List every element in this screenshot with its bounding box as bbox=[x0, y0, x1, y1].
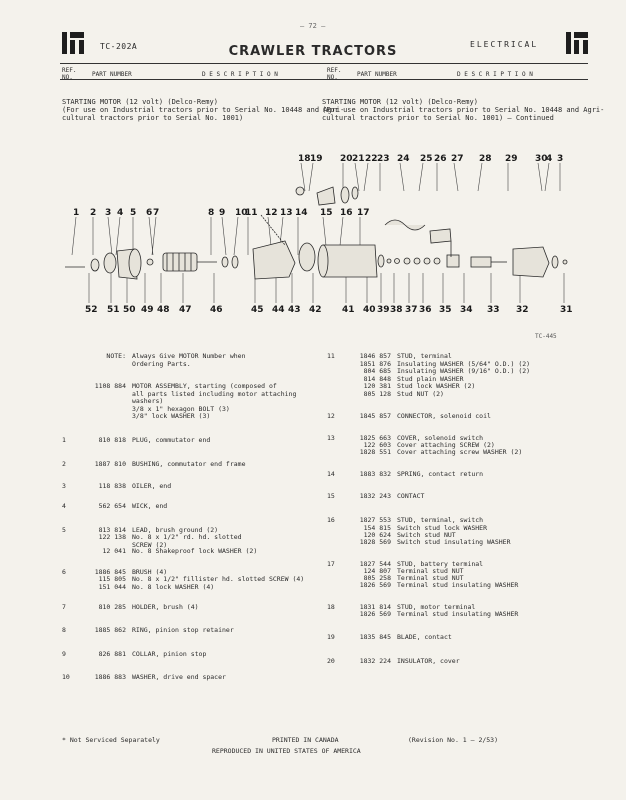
leader-line bbox=[364, 163, 368, 191]
header-rule-bottom bbox=[60, 79, 588, 80]
description-line: STUD, battery terminal bbox=[397, 560, 484, 568]
callout-label: 3 bbox=[105, 208, 112, 218]
part-number: 1827 544 bbox=[359, 560, 391, 568]
part-number: 1832 224 bbox=[359, 657, 391, 665]
description-line: 3/8 x 1" hexagon BOLT (3) bbox=[132, 404, 230, 413]
ref-number: 8 bbox=[62, 626, 66, 634]
footer-reproduced: REPRODUCED IN UNITED STATES OF AMERICA bbox=[212, 747, 361, 755]
leader-line bbox=[234, 217, 238, 255]
part-description bbox=[397, 449, 607, 457]
description-line: Insulating WASHER (5/64" O.D.) (2) bbox=[397, 360, 531, 368]
callout-label: 47 bbox=[179, 305, 192, 315]
callout-label: 31 bbox=[560, 305, 573, 315]
callout-label: 37 bbox=[405, 305, 418, 315]
part-description bbox=[132, 584, 342, 592]
callout-label: 17 bbox=[357, 208, 370, 218]
ref-number: 16 bbox=[327, 516, 335, 524]
ref-number: 14 bbox=[327, 470, 335, 478]
callout-label: 27 bbox=[451, 154, 464, 164]
callout-label: 8 bbox=[208, 208, 215, 218]
part-number: 1846 857 bbox=[359, 352, 391, 360]
part-number: 124 807 bbox=[363, 567, 391, 575]
ref-number: 7 bbox=[62, 603, 66, 611]
ref-number: 17 bbox=[327, 560, 335, 568]
part-description bbox=[132, 548, 342, 556]
part-description bbox=[397, 391, 607, 399]
callout-label: 4 bbox=[117, 208, 124, 218]
callout-label: 26 bbox=[434, 154, 447, 164]
callout-label: 35 bbox=[439, 305, 452, 315]
callout-label: 28 bbox=[479, 154, 492, 164]
leader-line bbox=[400, 163, 404, 191]
ref-header: REF. NO. bbox=[62, 67, 77, 81]
ref-number: 2 bbox=[62, 460, 66, 468]
callout-label: 4 bbox=[546, 154, 553, 164]
section-name: ELECTRICAL bbox=[470, 40, 539, 49]
description-line: Switch stud insulating WASHER bbox=[397, 538, 511, 546]
leader-lines bbox=[72, 163, 564, 303]
ref-number: 12 bbox=[327, 412, 335, 420]
part-description bbox=[132, 461, 342, 469]
description-line: Cover attaching screw WASHER (2) bbox=[397, 448, 523, 456]
model-number: TC-202A bbox=[100, 42, 138, 51]
ref-number: 10 bbox=[62, 673, 70, 681]
description-line: COLLAR, pinion stop bbox=[132, 650, 207, 658]
callout-label: 14 bbox=[295, 208, 308, 218]
description-header: D E S C R I P T I O N bbox=[457, 71, 533, 78]
callout-label: 5 bbox=[130, 208, 137, 218]
leader-line bbox=[478, 163, 482, 191]
callout-label: 10 bbox=[235, 208, 248, 218]
description-line: Terminal stud insulating WASHER bbox=[397, 581, 519, 589]
description-line: Switch stud NUT bbox=[397, 531, 456, 539]
callout-label: 34 bbox=[460, 305, 473, 315]
description-line: Terminal stud insulating WASHER bbox=[397, 610, 519, 618]
part-description bbox=[132, 503, 342, 511]
part-number: 814 848 bbox=[363, 375, 391, 383]
part-number: 1825 663 bbox=[359, 434, 391, 442]
ref-number: 1 bbox=[62, 436, 66, 444]
callout-label: 30 bbox=[535, 154, 548, 164]
callout-label: 46 bbox=[210, 305, 223, 315]
part-number: 120 624 bbox=[363, 531, 391, 539]
callout-label: 11 bbox=[245, 208, 258, 218]
ref-number: 5 bbox=[62, 526, 66, 534]
footer-note: * Not Serviced Separately bbox=[62, 736, 160, 744]
part-number: 151 044 bbox=[98, 583, 126, 591]
header-rule-top bbox=[60, 63, 588, 64]
part-description bbox=[132, 627, 342, 635]
callout-label: 12 bbox=[265, 208, 278, 218]
leader-line bbox=[545, 163, 549, 191]
callout-label: 7 bbox=[153, 208, 160, 218]
description-line: INSULATOR, cover bbox=[397, 657, 460, 665]
part-description bbox=[132, 651, 342, 659]
part-number: 1832 243 bbox=[359, 492, 391, 500]
ref-number: 19 bbox=[327, 633, 335, 641]
part-number: 1108 884 bbox=[94, 382, 126, 390]
callout-label: 43 bbox=[288, 305, 301, 315]
callout-label: 23 bbox=[377, 154, 390, 164]
description-line: WASHER, drive end spacer bbox=[132, 673, 226, 681]
intro-right: STARTING MOTOR (12 volt) (Delco-Remy) (For use on Industrial tractors prior to Serial No. 10448 and Agri- cultural tractors prior to Serial No. 1001) — Continued bbox=[322, 98, 605, 122]
description-line: RING, pinion stop retainer bbox=[132, 626, 234, 634]
part-description bbox=[132, 434, 342, 445]
callout-label: 9 bbox=[219, 208, 226, 218]
intro-left: STARTING MOTOR (12 volt) (Delco-Remy) (For use on Industrial tractors prior to Serial No. 10448 and Agri- cultural tractors prior to Serial No. 1001) bbox=[62, 98, 345, 122]
leader-line bbox=[152, 217, 156, 255]
part-number: 1826 569 bbox=[359, 581, 391, 589]
callout-label: 45 bbox=[251, 305, 264, 315]
description-line: BLADE, contact bbox=[397, 633, 452, 641]
part-number: 1886 883 bbox=[94, 673, 126, 681]
description-line: PLUG, commutator end bbox=[132, 436, 211, 444]
ref-number: 9 bbox=[62, 650, 66, 658]
part-description bbox=[132, 483, 342, 491]
description-line: OILER, end bbox=[132, 482, 172, 490]
callout-label: 22 bbox=[365, 154, 378, 164]
part-number: 1828 551 bbox=[359, 448, 391, 456]
leader-line bbox=[538, 163, 542, 191]
part-description bbox=[397, 413, 607, 421]
ref-number: 13 bbox=[327, 434, 335, 442]
callout-label: 40 bbox=[363, 305, 376, 315]
part-number: 1831 814 bbox=[359, 603, 391, 611]
description-line: MOTOR ASSEMBLY, starting (composed of bbox=[132, 382, 277, 390]
page-title: CRAWLER TRACTORS bbox=[228, 44, 398, 59]
leader-line bbox=[72, 217, 76, 255]
callout-label: 50 bbox=[123, 305, 136, 315]
part-description bbox=[397, 539, 607, 547]
description-line: WICK, end bbox=[132, 502, 168, 510]
part-number: 562 654 bbox=[98, 502, 126, 510]
part-description bbox=[397, 634, 607, 642]
description-line: SCREW (2) bbox=[132, 540, 168, 549]
description-line: No. 8 x 1/2" fillister hd. slotted SCREW (4) bbox=[132, 575, 305, 583]
callout-label: 32 bbox=[516, 305, 529, 315]
part-number: 1828 569 bbox=[359, 538, 391, 546]
description-line: STUD, terminal bbox=[397, 352, 452, 360]
callout-label: 19 bbox=[310, 154, 323, 164]
description-line: BUSHING, commutator end frame bbox=[132, 460, 246, 468]
description-line: Terminal stud NUT bbox=[397, 567, 464, 575]
part-number: 122 138 bbox=[98, 533, 126, 541]
part-number: 120 381 bbox=[363, 382, 391, 390]
description-line: Terminal stud NUT bbox=[397, 574, 464, 582]
part-number: NOTE: bbox=[106, 352, 126, 360]
description-line: Switch stud lock WASHER bbox=[397, 524, 488, 532]
part-header: PART NUMBER bbox=[92, 71, 132, 78]
callout-label: 3 bbox=[557, 154, 564, 164]
ref-number: 20 bbox=[327, 657, 335, 665]
ref-number: 6 bbox=[62, 568, 66, 576]
callout-label: 44 bbox=[272, 305, 285, 315]
part-description bbox=[132, 604, 342, 612]
callout-label: 16 bbox=[340, 208, 353, 218]
part-description bbox=[132, 353, 342, 368]
leader-line bbox=[419, 163, 423, 191]
description-line: washers) bbox=[132, 397, 164, 405]
description-line: COVER, solenoid switch bbox=[397, 434, 484, 442]
callout-label: 29 bbox=[505, 154, 518, 164]
description-line: Ordering Parts. bbox=[132, 359, 191, 368]
part-number: 826 881 bbox=[98, 650, 126, 658]
callout-label: 20 bbox=[340, 154, 353, 164]
exploded-view-diagram bbox=[55, 145, 580, 345]
callout-label: 13 bbox=[280, 208, 293, 218]
callout-label: 38 bbox=[390, 305, 403, 315]
description-line: Cover attaching SCREW (2) bbox=[397, 441, 495, 449]
footer-printed: PRINTED IN CANADA bbox=[272, 736, 339, 744]
callout-label: 15 bbox=[320, 208, 333, 218]
callout-label: 49 bbox=[141, 305, 154, 315]
callout-label: 36 bbox=[419, 305, 432, 315]
part-header: PART NUMBER bbox=[357, 71, 397, 78]
leader-line bbox=[309, 163, 313, 191]
part-number: 1883 832 bbox=[359, 470, 391, 478]
callout-label: 41 bbox=[342, 305, 355, 315]
description-line: CONNECTOR, solenoid coil bbox=[397, 412, 491, 420]
part-number: 810 285 bbox=[98, 603, 126, 611]
callout-label: 21 bbox=[352, 154, 365, 164]
callout-label: 24 bbox=[397, 154, 410, 164]
description-line: Stud NUT (2) bbox=[397, 390, 444, 398]
part-number: 1886 845 bbox=[94, 568, 126, 576]
description-line: BRUSH (4) bbox=[132, 568, 168, 576]
part-description bbox=[397, 658, 607, 666]
description-line: STUD, motor terminal bbox=[397, 603, 476, 611]
callout-label: 51 bbox=[107, 305, 120, 315]
figure-number: TC-445 bbox=[535, 333, 557, 340]
leader-line bbox=[454, 163, 458, 191]
description-line: No. 8 x 1/2" rd. hd. slotted bbox=[132, 533, 242, 541]
ref-header: REF. NO. bbox=[327, 67, 342, 81]
part-number: 118 838 bbox=[98, 482, 126, 490]
part-number: 122 603 bbox=[363, 441, 391, 449]
part-number: 810 818 bbox=[98, 436, 126, 444]
description-line: HOLDER, brush (4) bbox=[132, 603, 199, 611]
leader-line bbox=[108, 217, 112, 255]
description-line: STUD, terminal, switch bbox=[397, 516, 484, 524]
part-description bbox=[132, 383, 342, 421]
part-description bbox=[132, 674, 342, 682]
description-line: SPRING, contact return bbox=[397, 470, 484, 478]
part-number: 804 685 bbox=[363, 367, 391, 375]
description-line: No. 8 Shakeproof lock WASHER (2) bbox=[132, 547, 258, 555]
ref-number: 4 bbox=[62, 502, 66, 510]
callout-label: 48 bbox=[157, 305, 170, 315]
description-line: all parts listed including motor attaching bbox=[132, 389, 297, 398]
part-number: 12 041 bbox=[102, 547, 126, 555]
callout-label: 39 bbox=[377, 305, 390, 315]
description-line: LEAD, brush ground (2) bbox=[132, 526, 219, 534]
part-number: 154 815 bbox=[363, 524, 391, 532]
part-number: 1887 810 bbox=[94, 460, 126, 468]
callout-label: 33 bbox=[487, 305, 500, 315]
description-line: 3/8" lock WASHER (3) bbox=[132, 412, 211, 420]
part-description bbox=[397, 471, 607, 479]
part-description bbox=[397, 611, 607, 619]
part-description bbox=[397, 493, 607, 501]
part-number: 805 258 bbox=[363, 574, 391, 582]
leader-line bbox=[222, 217, 226, 255]
callout-label: 2 bbox=[90, 208, 97, 218]
ref-number: 11 bbox=[327, 352, 335, 360]
callout-label: 1 bbox=[73, 208, 80, 218]
footer-revision: (Revision No. 1 — 2/53) bbox=[408, 736, 499, 744]
callout-label: 42 bbox=[309, 305, 322, 315]
leader-line bbox=[301, 163, 305, 191]
ref-number: 3 bbox=[62, 482, 66, 490]
description-line: No. 8 lock WASHER (4) bbox=[132, 583, 215, 591]
callout-label: 25 bbox=[420, 154, 433, 164]
leader-line bbox=[116, 217, 120, 255]
part-description bbox=[397, 582, 607, 590]
callout-label: 18 bbox=[298, 154, 311, 164]
part-number: 115 805 bbox=[98, 575, 126, 583]
part-number: 1826 569 bbox=[359, 610, 391, 618]
description-line: Stud plain WASHER bbox=[397, 375, 464, 383]
description-header: D E S C R I P T I O N bbox=[202, 71, 278, 78]
ref-number: 18 bbox=[327, 603, 335, 611]
callout-label: 52 bbox=[85, 305, 98, 315]
part-number: 1845 857 bbox=[359, 412, 391, 420]
description-line: Always Give MOTOR Number when bbox=[132, 352, 246, 360]
part-number: 1827 553 bbox=[359, 516, 391, 524]
part-number: 1851 876 bbox=[359, 360, 391, 368]
part-number: 1835 845 bbox=[359, 633, 391, 641]
description-line: Stud lock WASHER (2) bbox=[397, 382, 476, 390]
part-number: 1885 862 bbox=[94, 626, 126, 634]
motor-parts-drawing bbox=[65, 187, 567, 279]
description-line: Insulating WASHER (9/16" O.D.) (2) bbox=[397, 367, 531, 375]
page-number: — 72 — bbox=[300, 22, 326, 30]
description-line: CONTACT bbox=[397, 492, 425, 500]
part-number: 813 814 bbox=[98, 526, 126, 534]
ref-number: 15 bbox=[327, 492, 335, 500]
part-number: 805 128 bbox=[363, 390, 391, 398]
callout-label: 6 bbox=[146, 208, 153, 218]
